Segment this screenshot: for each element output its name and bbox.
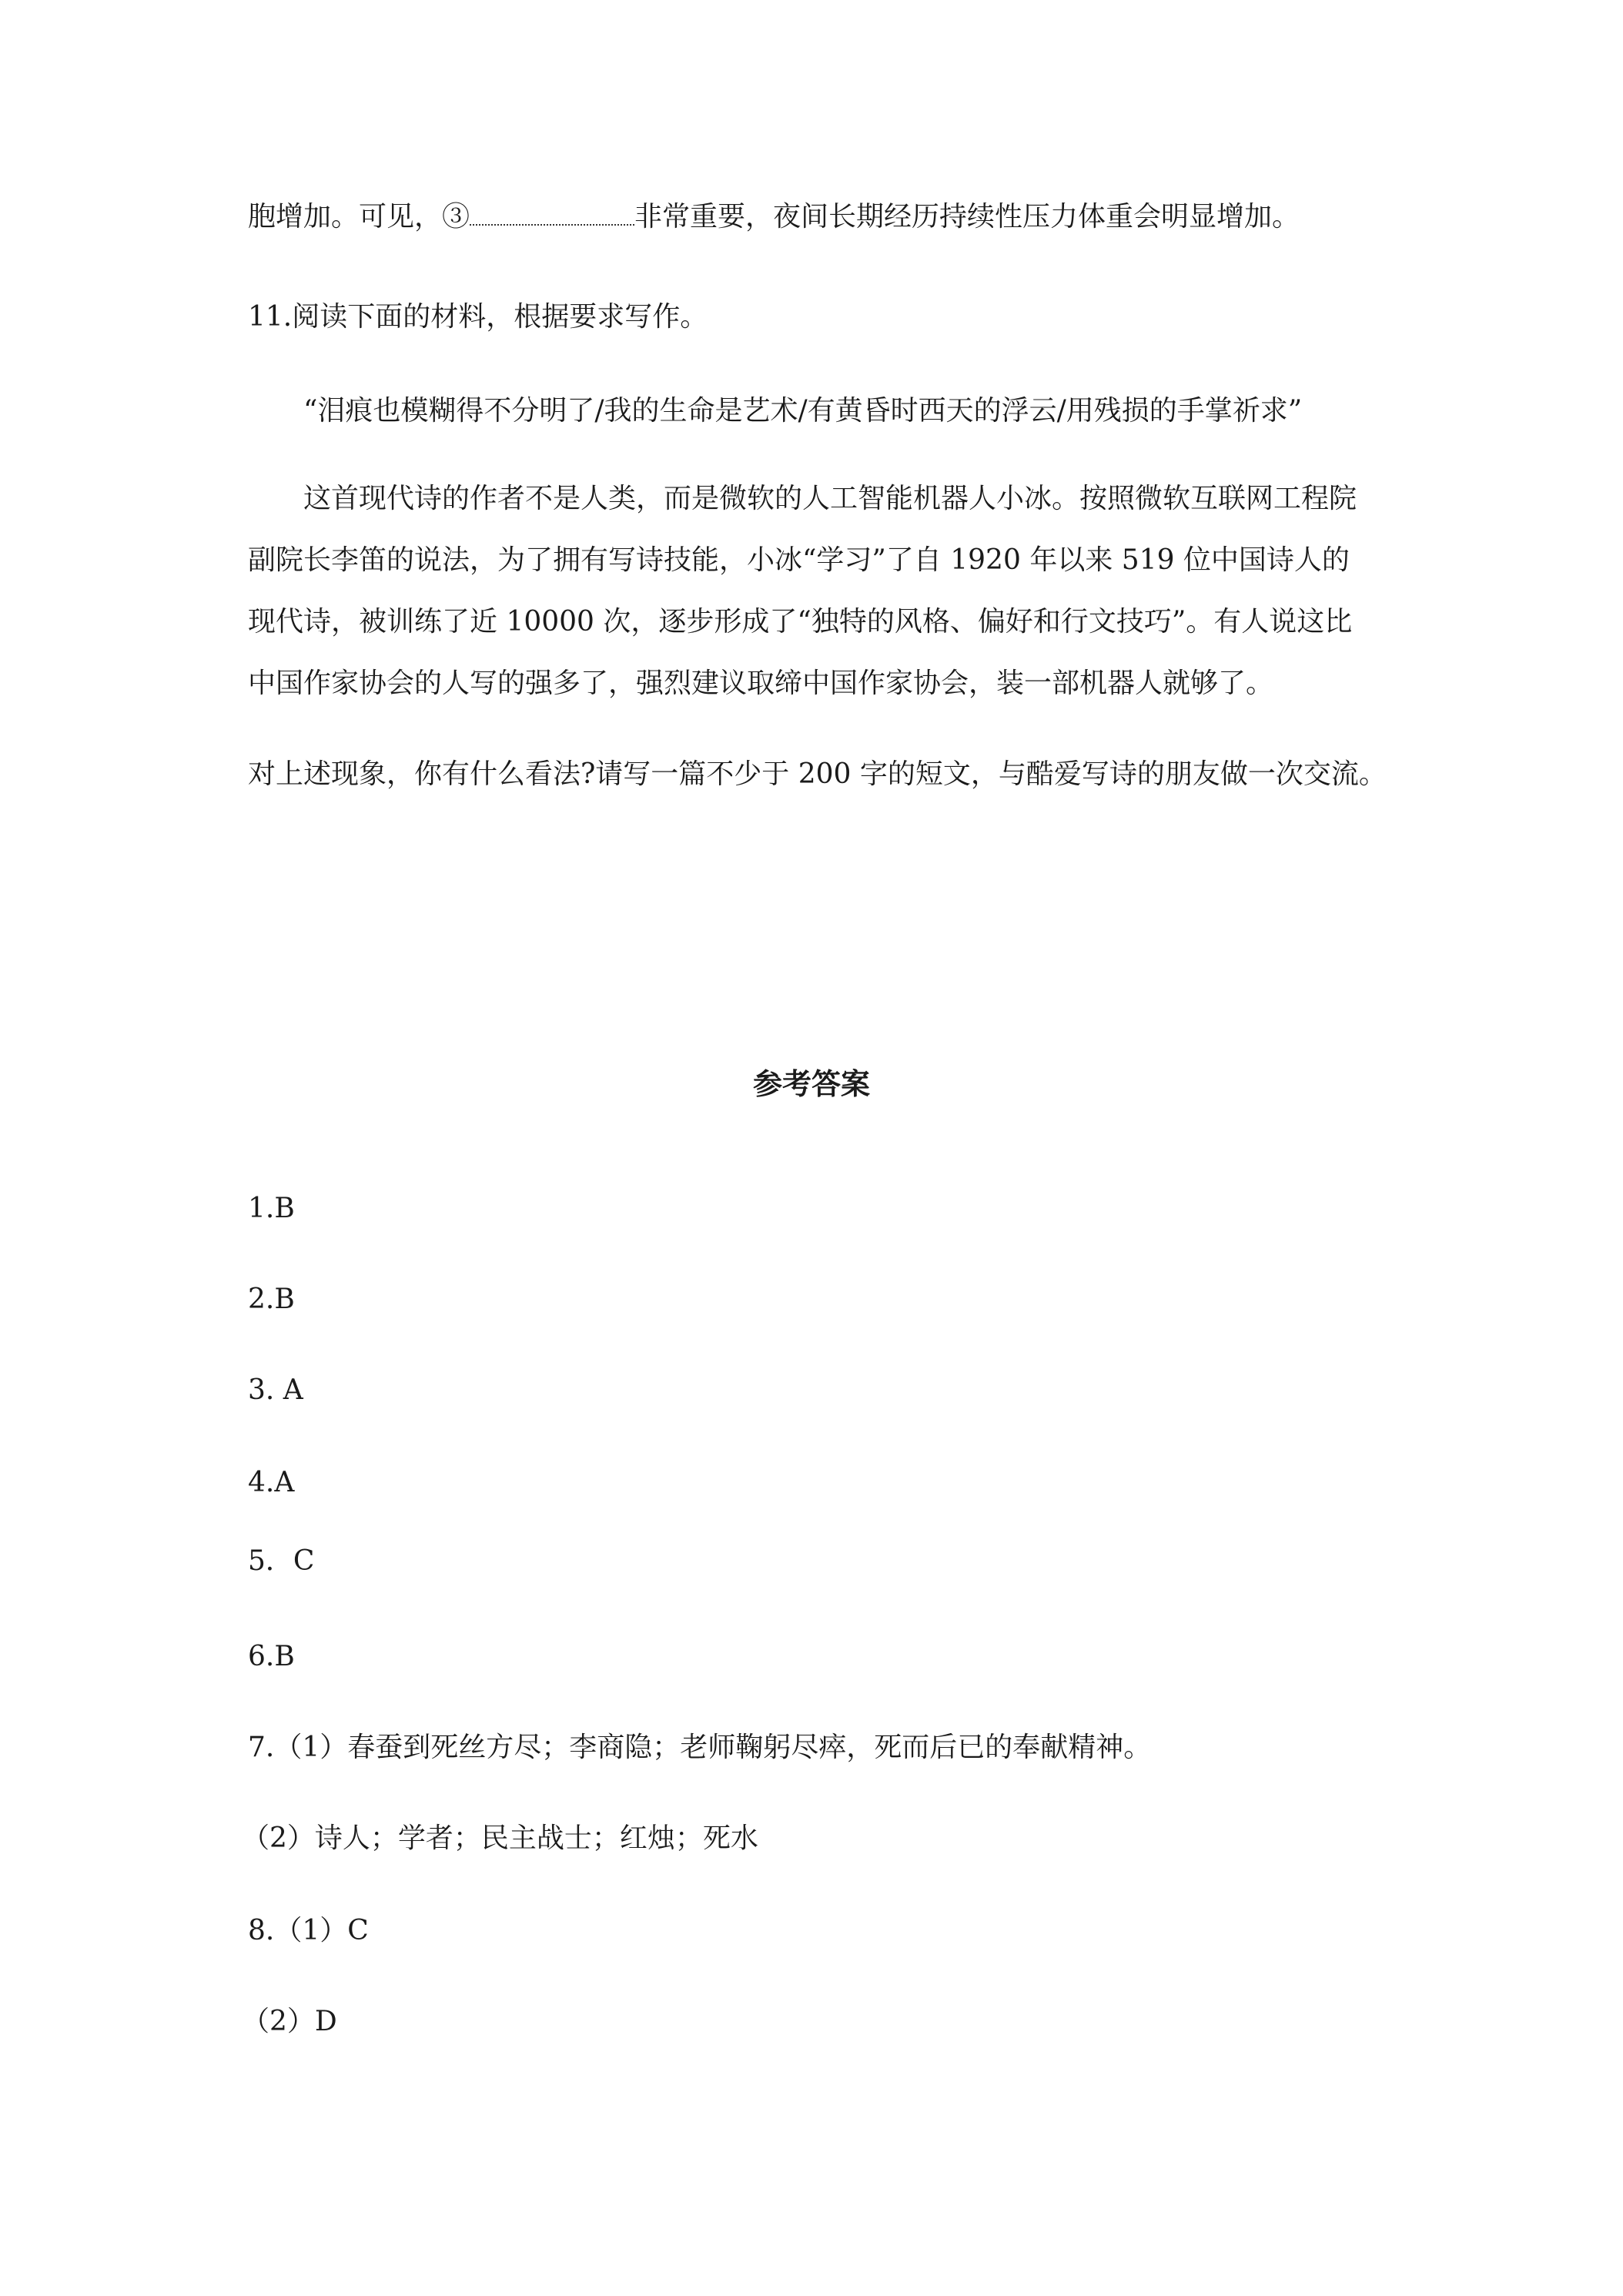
material-paragraph-line: 副院长李笛的说法，为了拥有写诗技能，小冰“学习”了自 1920 年以来 519 位中国诗人的 (248, 544, 1350, 576)
poem-quote: “泪痕也模糊得不分明了/我的生命是艺术/有黄昏时西天的浮云/用残损的手掌祈求” (303, 395, 1303, 427)
answer-item: 5．C (248, 1545, 315, 1577)
fill-in-blank (470, 201, 634, 226)
passage-text-suffix: 非常重要，夜间长期经历持续性压力体重会明显增加。 (634, 201, 1300, 233)
answer-item: 2.B (248, 1284, 295, 1315)
answer-item: 4.A (248, 1467, 295, 1498)
answer-item: 8.（1）C (248, 1915, 369, 1946)
passage-text-prefix: 胞增加。可见，③ (248, 201, 470, 233)
answer-item: 1.B (248, 1193, 295, 1224)
answer-item: 6.B (248, 1641, 295, 1672)
writing-task: 对上述现象，你有什么看法?请写一篇不少于 200 字的短文，与酷爱写诗的朋友做一次交流。 (248, 758, 1387, 790)
answer-item: 3. A (248, 1374, 303, 1406)
answers-heading: 参考答案 (752, 1067, 870, 1101)
question-11-prompt: 11.阅读下面的材料，根据要求写作。 (248, 301, 708, 333)
material-paragraph-line: 中国作家协会的人写的强多了，强烈建议取缔中国作家协会，装一部机器人就够了。 (248, 668, 1274, 699)
answer-item: 7.（1）春蚕到死丝方尽；李商隐；老师鞠躬尽瘁，死而后已的奉献精神。 (248, 1732, 1152, 1763)
answer-item: （2）D (242, 2006, 337, 2037)
material-paragraph-line: 现代诗，被训练了近 10000 次，逐步形成了“独特的风格、偏好和行文技巧”。有人说这比 (248, 606, 1353, 638)
material-paragraph-line: 这首现代诗的作者不是人类，而是微软的人工智能机器人小冰。按照微软互联网工程院 (303, 483, 1357, 514)
answer-item: （2）诗人；学者；民主战士；红烛；死水 (242, 1822, 758, 1854)
passage-line (248, 199, 1300, 236)
